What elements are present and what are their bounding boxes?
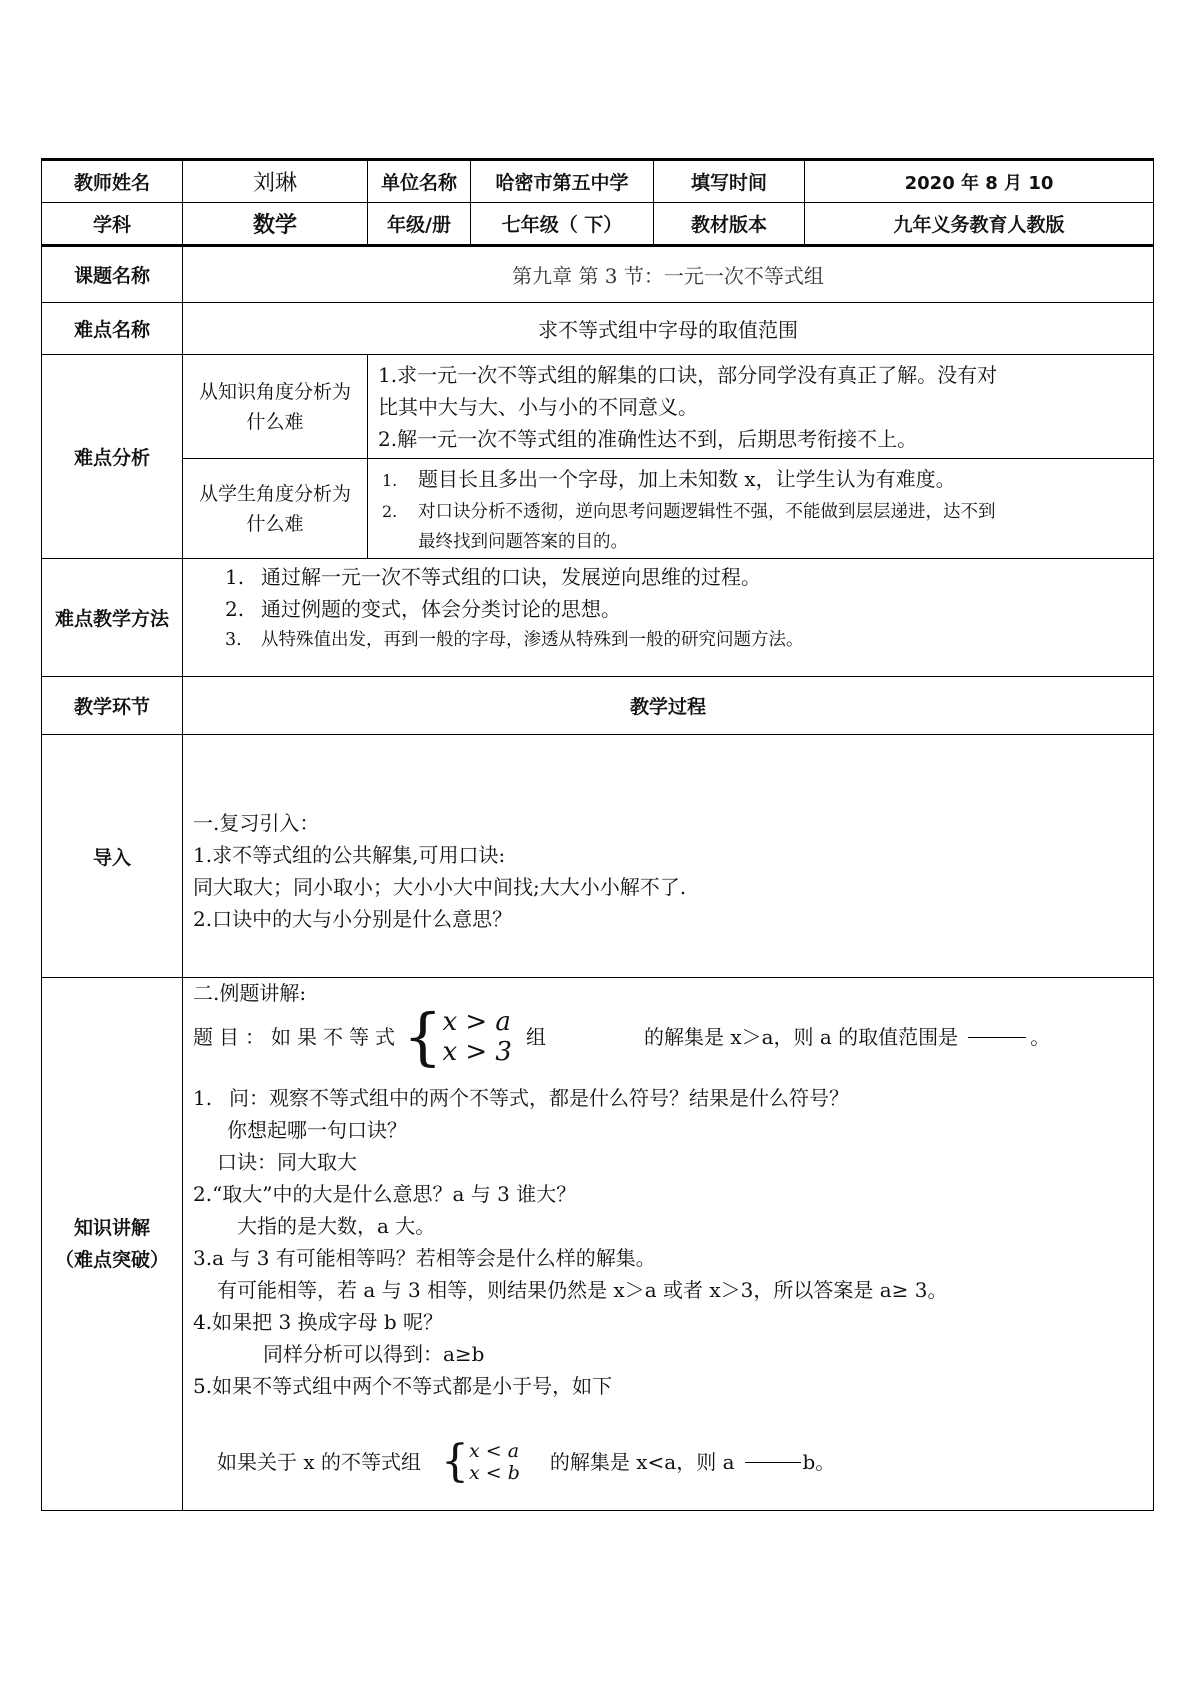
grade-label: 年级/册 [368,203,471,246]
header-row-1 [42,160,1154,203]
student-item-2-text: 对口诀分析不透彻，逆向思考问题逻辑性不强，不能做到层层递进，达不到 [418,502,996,522]
question-1-line2: 你想起哪一句口诀？ [227,1118,407,1142]
method-item-2-text: 通过例题的变式，体会分类讨论的思想。 [261,597,621,621]
method-item-1-num: 1. [225,565,245,589]
question-1-num: 1. [193,1086,213,1110]
question-2-answer: 大指的是大数，a 大。 [237,1214,436,1238]
teaching-stage-label: 教学环节 [42,677,183,735]
inequality-system-1 [403,1000,512,1073]
intro-line-3: 同大取大；同小取小；大小小大中间找;大大小小解不了. [193,875,687,899]
question-4-answer: 同样分析可以得到：a≥b [263,1342,485,1366]
intro-line-4: 2.口诀中的大与小分别是什么意思？ [193,907,513,931]
teacher-name-value: 刘琳 [183,160,368,203]
system-1-bottom: x > 3 [442,1037,512,1067]
edition-label: 教材版本 [654,203,805,246]
header-row-2 [42,203,1154,246]
problem-suffix: 的解集是 x＞a，则 a 的取值范围是 [643,1025,959,1049]
question-1-text: 问：观察不等式组中的两个不等式，都是什么符号？结果是什么符号？ [229,1086,849,1110]
answer-blank-2[interactable] [745,1462,801,1463]
process-header-row [42,677,1154,735]
inequality-system-2 [441,1436,520,1487]
explain-row [42,978,1154,1511]
problem-group-word: 组 [525,1025,546,1049]
intro-content [183,735,1154,978]
system-1-brace: { [403,1000,443,1073]
system-2-brace: { [441,1436,469,1487]
question-1 [193,1082,1143,1114]
fill-time-value: 2020 年 8 月 10 [805,160,1154,203]
student-angle-label [183,459,368,559]
system-2-top: x < a [469,1440,520,1462]
explain-label-line2: （难点突破） [54,1249,169,1271]
topic-label: 课题名称 [42,246,183,303]
method-item-2 [183,593,1153,625]
method-item-3 [183,625,1153,655]
difficulty-value: 求不等式组中字母的取值范围 [183,303,1154,355]
method-content [183,559,1154,677]
knowledge-angle-content [368,355,1154,459]
edition-value: 九年义务教育人教版 [805,203,1154,246]
student-item-1-text: 题目长且多出一个字母，加上未知数 x，让学生认为有难度。 [418,467,956,491]
explain-label [42,978,183,1511]
method-label: 难点教学方法 [42,559,183,677]
subject-value: 数学 [183,203,368,246]
method-item-3-text: 从特殊值出发，再到一般的字母，渗透从特殊到一般的研究问题方法。 [261,630,804,650]
question-1-line3: 口诀：同大取大 [217,1150,357,1174]
explain-content [183,978,1154,1511]
knowledge-line-3: 2.解一元一次不等式组的准确性达不到，后期思考衔接不上。 [378,427,918,451]
topic-row [42,246,1154,303]
intro-line-2: 1.求不等式组的公共解集,可用口诀: [193,843,506,867]
student-angle-label-line2: 什么难 [246,512,304,535]
final-problem [193,1436,1143,1487]
method-item-1-text: 通过解一元一次不等式组的口诀，发展逆向思维的过程。 [261,565,761,589]
knowledge-line-1: 1.求一元一次不等式组的解集的口诀，部分同学没有真正了解。没有对 [378,363,998,387]
unit-name-value: 哈密市第五中学 [471,160,654,203]
method-item-1 [183,561,1153,593]
system-1-top: x > a [442,1007,511,1037]
knowledge-angle-label-line1: 从知识角度分析为 [198,380,351,403]
answer-blank-1[interactable] [968,1037,1026,1038]
fill-time-label: 填写时间 [654,160,805,203]
method-row [42,559,1154,677]
question-3: 3.a 与 3 有可能相等吗？若相等会是什么样的解集。 [193,1246,656,1270]
intro-row [42,735,1154,978]
question-5: 5.如果不等式组中两个不等式都是小于号，如下 [193,1374,613,1398]
knowledge-line-2: 比其中大与大、小与小的不同意义。 [378,395,698,419]
example-heading: 二.例题讲解: [193,981,307,1005]
problem-end: 。 [1030,1025,1051,1049]
student-angle-label-line1: 从学生角度分析为 [198,482,351,505]
method-item-3-num: 3. [225,630,242,650]
analysis-label: 难点分析 [42,355,183,559]
system-2-bottom: x < b [469,1462,520,1484]
example-problem [193,1000,1143,1073]
student-angle-content [368,459,1154,559]
grade-value: 七年级（ 下） [471,203,654,246]
question-3-answer: 有可能相等，若 a 与 3 相等，则结果仍然是 x＞a 或者 x＞3，所以答案是 a≥ 3。 [217,1278,948,1302]
question-4: 4.如果把 3 换成字母 b 呢？ [193,1310,444,1334]
final-problem-prefix: 如果关于 x 的不等式组 [217,1450,421,1474]
teaching-process-label: 教学过程 [183,677,1154,735]
explain-label-line1: 知识讲解 [73,1217,150,1239]
analysis-knowledge-row [42,355,1154,459]
difficulty-label: 难点名称 [42,303,183,355]
question-2: 2.“取大”中的大是什么意思？a 与 3 谁大？ [193,1182,577,1206]
method-item-2-num: 2. [225,597,245,621]
intro-line-1: 一.复习引入： [193,811,320,835]
difficulty-row [42,303,1154,355]
subject-label: 学科 [42,203,183,246]
topic-value: 第九章 第 3 节：一元一次不等式组 [183,246,1154,303]
student-item-2 [378,497,1143,527]
lesson-plan-table [41,158,1154,1511]
knowledge-angle-label-line2: 什么难 [246,410,304,433]
student-item-1-num: 1. [382,471,398,490]
student-item-2-line2: 最终找到问题答案的目的。 [418,532,628,552]
unit-name-label: 单位名称 [368,160,471,203]
intro-label: 导入 [42,735,183,978]
teacher-name-label: 教师姓名 [42,160,183,203]
student-item-1 [378,463,1143,497]
student-item-2-num: 2. [382,502,398,521]
knowledge-angle-label [183,355,368,459]
final-problem-end: b。 [802,1450,836,1474]
problem-prefix: 题目：如果不等式 [193,1025,401,1049]
analysis-student-row [42,459,1154,559]
final-problem-mid: 的解集是 x<a，则 a [549,1450,735,1474]
